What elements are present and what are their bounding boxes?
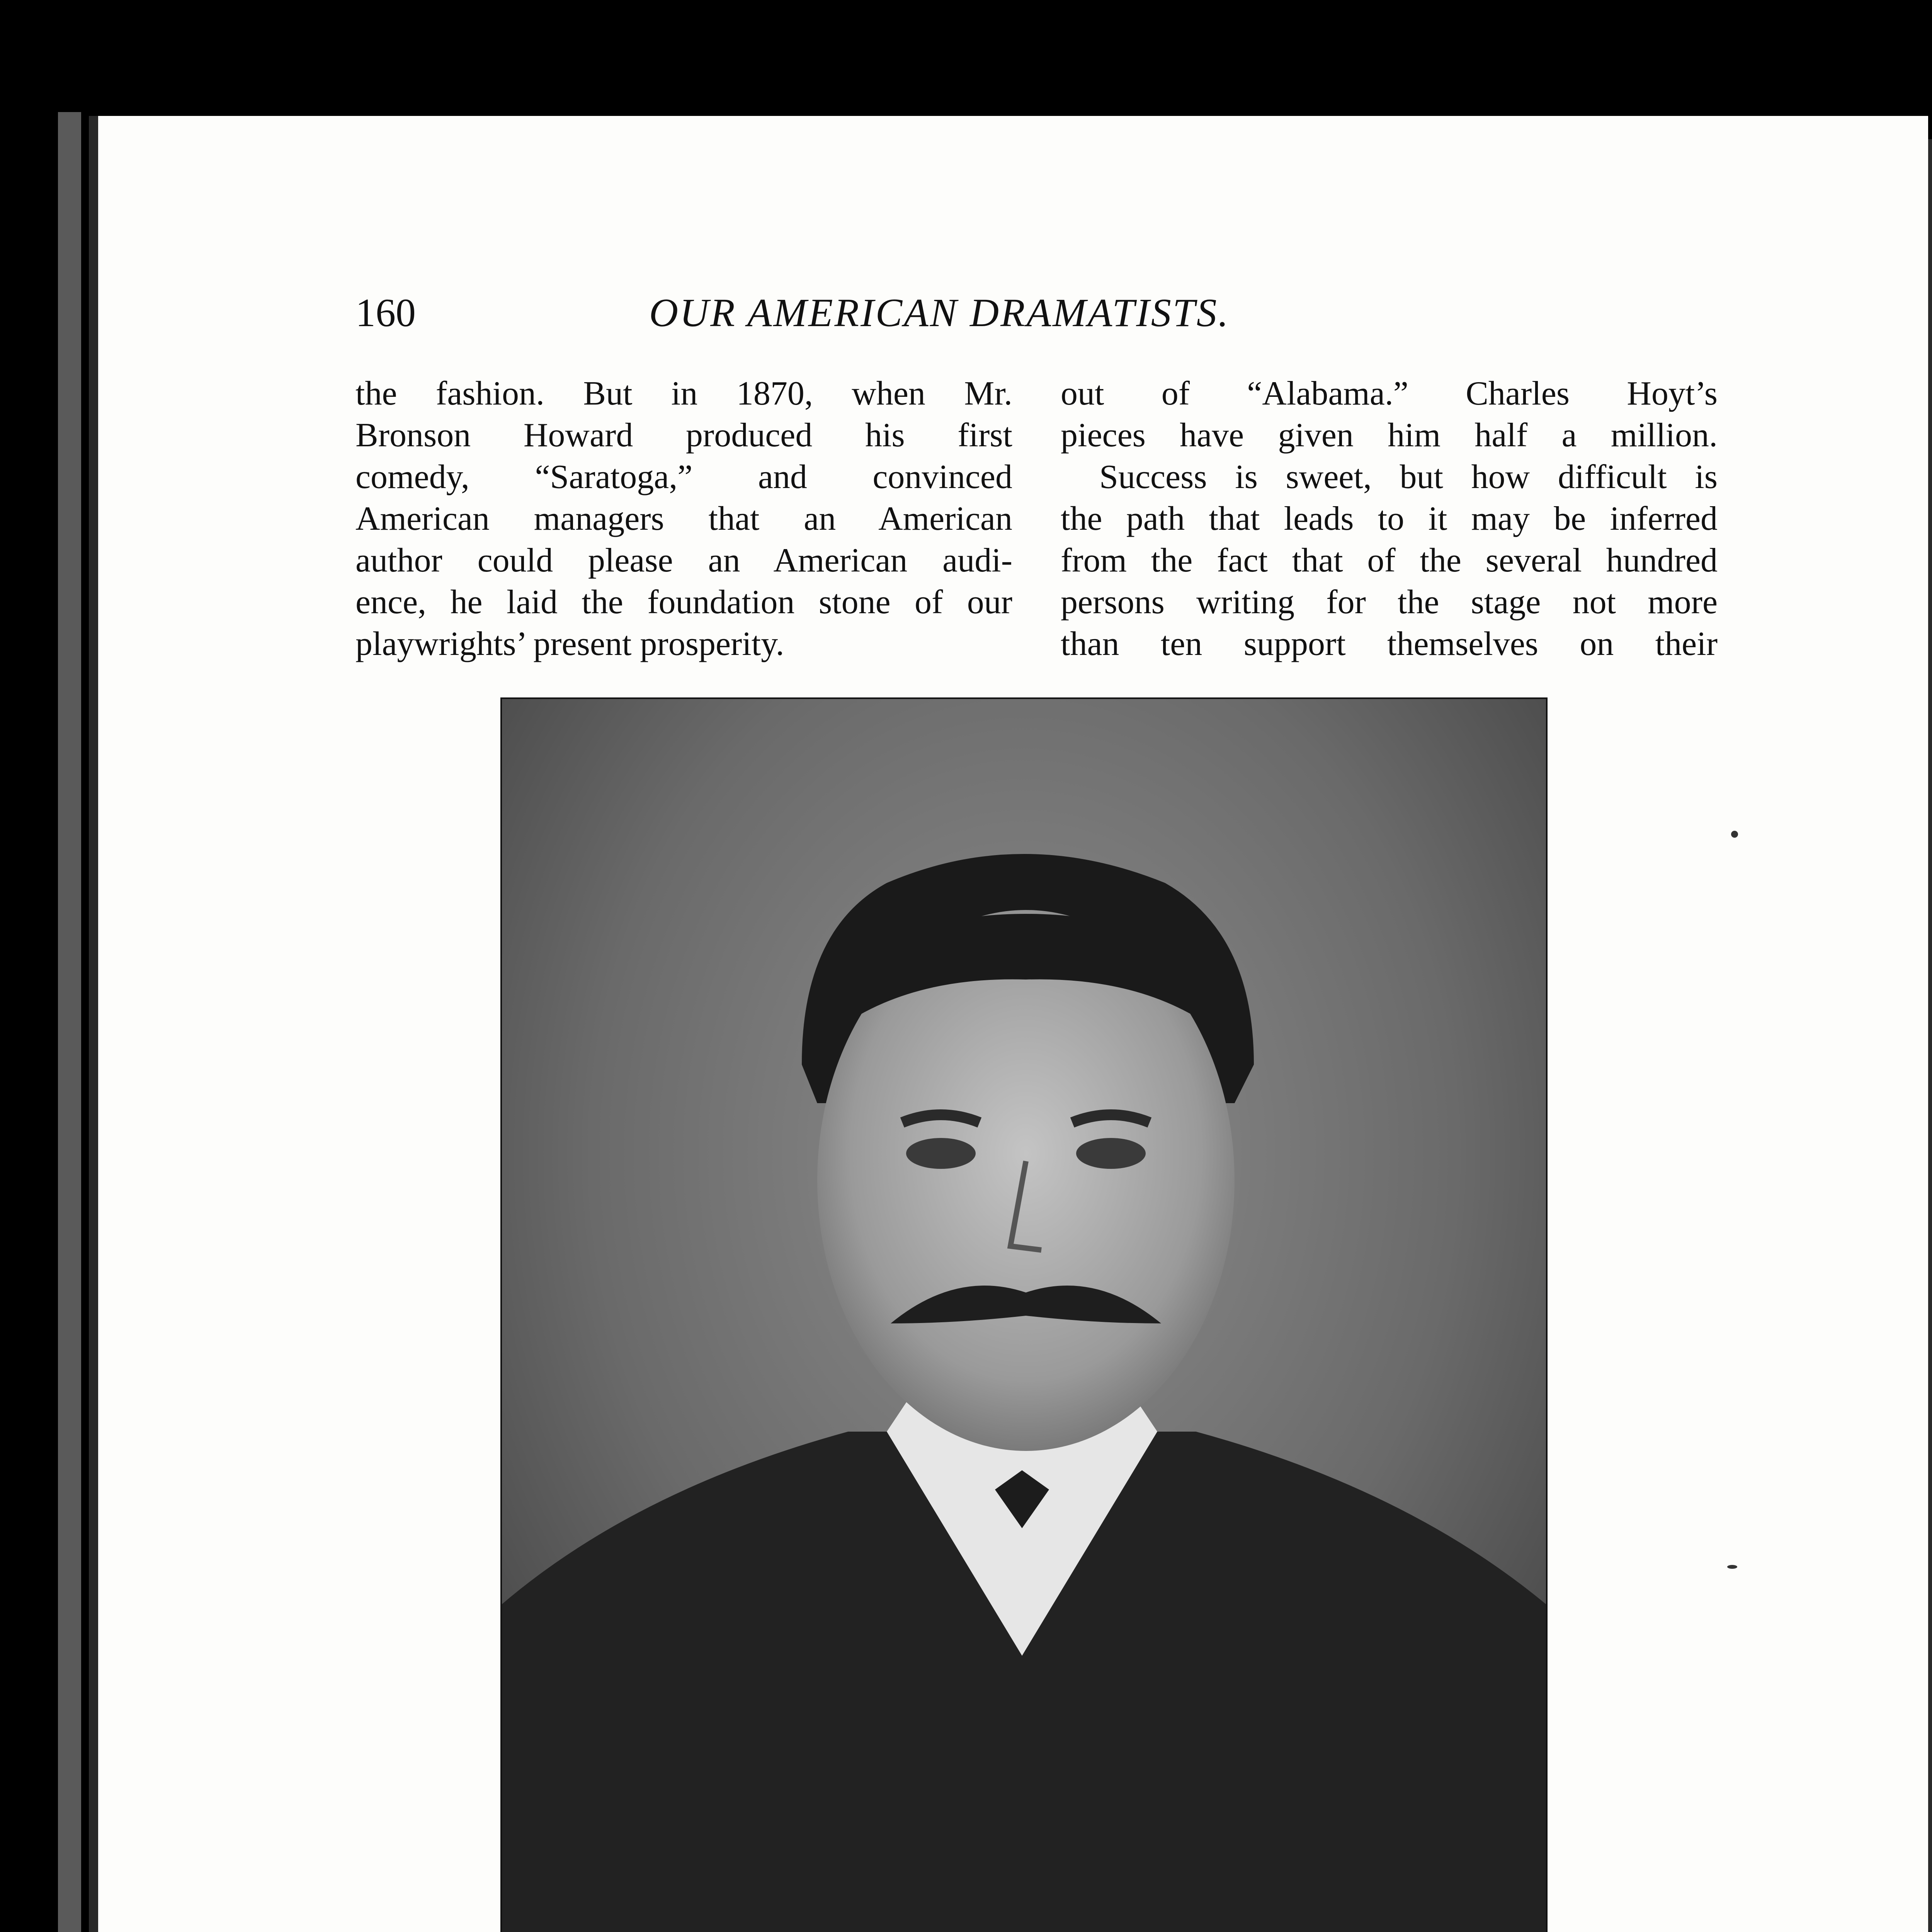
- running-title: OUR AMERICAN DRAMATISTS.: [649, 291, 1230, 335]
- text-line: out of “Alabama.” Charles Hoyt’s: [1061, 375, 1718, 412]
- text-line: playwrights’ present prosperity.: [355, 625, 784, 663]
- text-line: ence, he laid the foundation stone of our: [355, 583, 1012, 621]
- page-number: 160: [355, 291, 416, 335]
- text-line: comedy, “Saratoga,” and convinced: [355, 458, 1012, 496]
- text-column-top-right: [1061, 373, 1718, 665]
- page-speck: [1731, 831, 1738, 838]
- text-line: than ten support themselves on their: [1061, 625, 1718, 663]
- text-line: from the fact that of the several hundred: [1061, 542, 1718, 579]
- text-line: the fashion. But in 1870, when Mr.: [355, 375, 1012, 412]
- page-header: [355, 286, 1731, 340]
- text-line: the path that leads to it may be inferred: [1061, 500, 1718, 537]
- text-line: American managers that an American: [355, 500, 1012, 537]
- portrait-image: [500, 697, 1548, 1932]
- text-line: Bronson Howard produced his first: [355, 417, 1012, 454]
- page-edge: [1928, 139, 1932, 1932]
- portrait-photo: [500, 697, 1548, 1932]
- text-line: pieces have given him half a million.: [1061, 417, 1718, 454]
- book-spine: [58, 112, 81, 1932]
- page-speck: [1727, 1565, 1737, 1569]
- text-column-top-left: [355, 373, 1012, 665]
- text-line: persons writing for the stage not more: [1061, 583, 1718, 621]
- text-line: author could please an American audi-: [355, 542, 1012, 579]
- text-line: Success is sweet, but how difficult is: [1099, 458, 1718, 496]
